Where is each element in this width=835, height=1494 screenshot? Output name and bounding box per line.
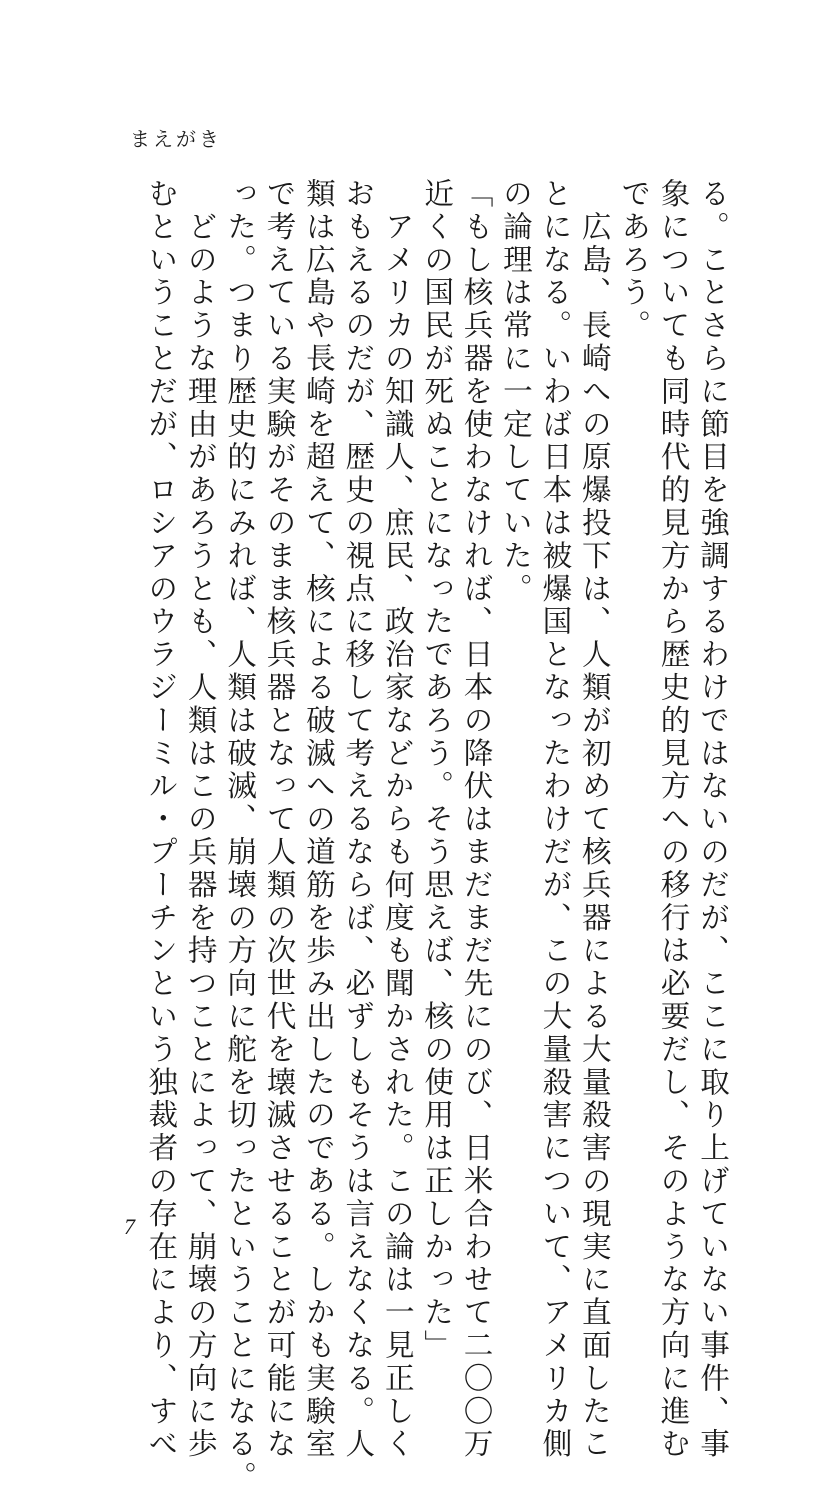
text-line: であろう。	[617, 178, 652, 343]
text-line: 広島、長崎への原爆投下は、人類が初めて核兵器による大量殺害の現実に直面したこ	[577, 178, 612, 1462]
text-line: 近くの国民が死ぬことになったであろう。そう思えば、核の使用は正しかった」	[420, 178, 455, 1363]
text-line: とになる。いわば日本は被爆国となったわけだが、この大量殺害について、アメリカ側	[538, 178, 573, 1462]
text-line: った。つまり歴史的にみれば、人類は破滅、崩壊の方向に舵を切ったということになる。	[223, 178, 258, 1494]
text-line: むということだが、ロシアのウラジーミル・プーチンという独裁者の存在により、すべ	[144, 178, 179, 1462]
page-number: 7	[124, 1214, 135, 1239]
text-line: で考えている実験がそのまま核兵器となって人類の次世代を壊滅させることが可能にな	[262, 178, 297, 1462]
text-line: 類は広島や長崎を超えて、核による破滅への道筋を歩み出したのである。しかも実験室	[301, 178, 336, 1462]
text-line: る。ことさらに節目を強調するわけではないのだが、ここに取り上げていない事件、事	[696, 178, 730, 1462]
text-line: の論理は常に一定していた。	[498, 178, 533, 606]
text-line: 象についても同時代的見方から歴史的見方への移行は必要だし、そのような方向に進む	[656, 178, 691, 1462]
running-head: まえがき	[130, 127, 222, 151]
text-line: どのような理由があろうとも、人類はこの兵器を持つことによって、崩壊の方向に歩	[183, 178, 218, 1462]
text-line: アメリカの知識人、庶民、政治家などからも何度も聞かされた。この論は一見正しく	[380, 178, 415, 1462]
body-text	[141, 178, 732, 1494]
text-line: 「もし核兵器を使わなければ、日本の降伏はまだまだ先にのび、日米合わせて二〇〇万	[459, 178, 494, 1462]
text-line: おもえるのだが、歴史の視点に移して考えるならば、必ずしもそうは言えなくなる。人	[341, 178, 376, 1462]
